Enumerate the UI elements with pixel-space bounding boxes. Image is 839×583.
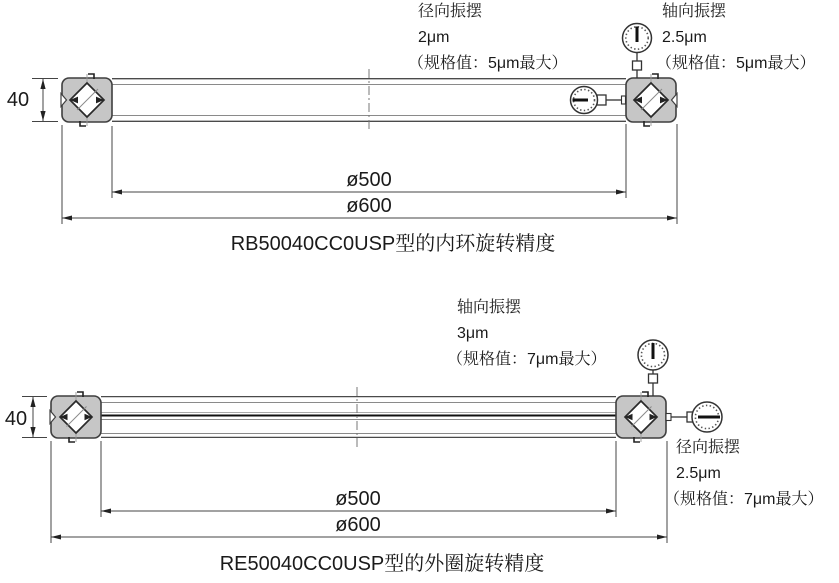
- dial-indicator-icon: [666, 402, 722, 432]
- bearing-cross-section-left: [50, 392, 101, 442]
- dial-indicator-icon: [571, 87, 626, 114]
- radial-runout-title: 径向振摆: [418, 3, 483, 20]
- dimension-width-40: [32, 79, 58, 122]
- od-dimension-label: ø600: [346, 195, 392, 217]
- dial-indicator-icon: [638, 340, 668, 396]
- bearing-cross-section-right: [626, 74, 677, 126]
- axial-runout-value: 2.5μm: [662, 29, 707, 46]
- bearing-cross-section-right: [616, 392, 666, 442]
- diagram-caption: RE50040CC0USP型的外圈旋转精度: [219, 553, 545, 575]
- diagram-caption: RB50040CC0USP型的内环旋转精度: [230, 233, 556, 255]
- dial-indicator-icon: [623, 24, 652, 79]
- axial-runout-spec: （规格值：7μm最大）: [447, 351, 607, 368]
- diagram-re-outer-ring: [22, 340, 722, 543]
- bore-dimension-label: ø500: [346, 169, 392, 191]
- bearing-cross-section-left: [61, 74, 112, 126]
- bore-dimension-label: ø500: [335, 488, 381, 510]
- ring-band: [101, 397, 616, 438]
- axial-runout-value: 3μm: [457, 325, 489, 342]
- radial-runout-spec: （规格值：5μm最大）: [408, 55, 568, 72]
- width-dimension-label: 40: [6, 89, 30, 111]
- axial-runout-title: 轴向振摆: [457, 299, 522, 316]
- radial-runout-value: 2μm: [418, 29, 450, 46]
- axial-runout-spec: （规格值：5μm最大）: [656, 55, 816, 72]
- od-dimension-label: ø600: [335, 514, 381, 536]
- radial-runout-value: 2.5μm: [676, 465, 721, 482]
- radial-runout-spec: （规格值：7μm最大）: [664, 491, 824, 508]
- axial-runout-title: 轴向振摆: [662, 3, 727, 20]
- radial-runout-title: 径向振摆: [676, 439, 741, 456]
- diagram-rb-inner-ring: [32, 24, 677, 225]
- width-dimension-label: 40: [4, 408, 28, 430]
